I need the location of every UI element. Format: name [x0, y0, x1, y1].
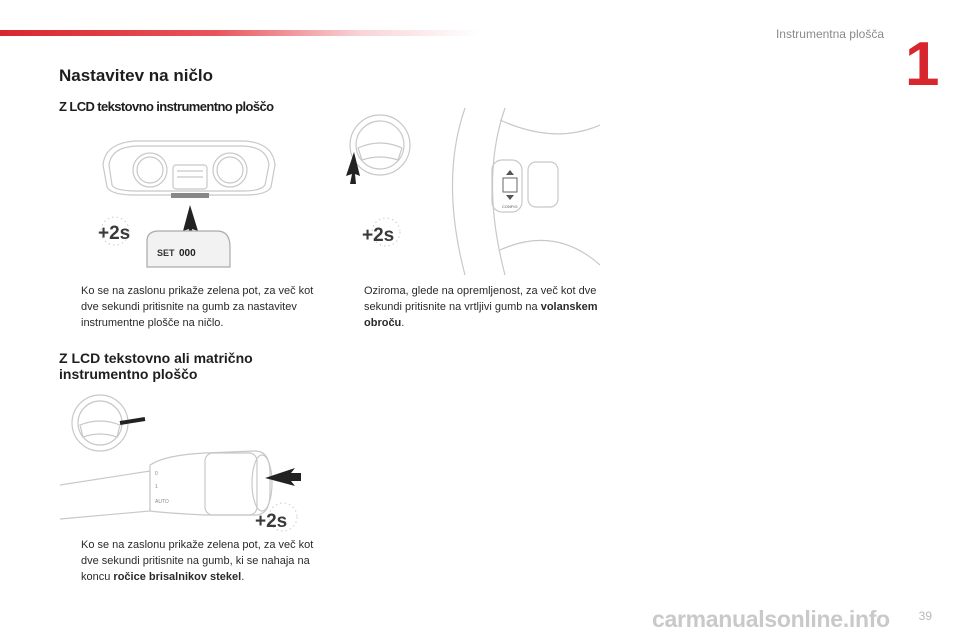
wiper-label-1: 1 [155, 484, 158, 490]
header-accent-bar [0, 30, 480, 36]
page-title: Nastavitev na ničlo [59, 66, 214, 85]
wiper-stalk-illustration [55, 393, 305, 535]
subheading-lcd-matrix: Z LCD tekstovno ali matrično instrumentno ploščo [59, 350, 253, 382]
instruction-steering-wheel: Oziroma, glede na opremljenost, za več kot dve sekundi pritisnite na vrtljivi gumb na volanskem obroču. [364, 285, 598, 329]
press-duration-label-1: +2s [98, 223, 131, 244]
subheading-lcd-text: Z LCD tekstovno instrumentno ploščo [59, 99, 274, 114]
config-label: CONFIG [502, 204, 518, 209]
odometer-value: 000 [179, 248, 196, 259]
chapter-number: 1 [905, 30, 940, 99]
set-button-label: SET [157, 248, 175, 258]
instrument-panel-illustration [95, 135, 285, 275]
steering-wheel-illustration [340, 100, 605, 280]
instruction-wiper-stalk: Ko se na zaslonu prikaže zelena pot, za več kot dve sekundi pritisnite na gumb, ki se nahaja na koncu ročice brisalnikov stekel. [81, 539, 314, 583]
watermark: carmanualsonline.info [652, 606, 890, 632]
down-icon [506, 195, 514, 200]
wiper-label-auto: AUTO [155, 499, 169, 505]
instruction-text: Oziroma, glede na opremljenost, za več kot dve sekundi pritisnite na vrtljivi gumb na [364, 285, 597, 313]
press-duration-label-2: +2s [362, 225, 395, 246]
section-title: Instrumentna plošča [775, 27, 884, 41]
wiper-label-0: 0 [155, 471, 158, 477]
page-number: 39 [918, 609, 932, 623]
instruction-bold: ročice brisalnikov stekel [113, 571, 242, 583]
instruction-text: Ko se na zaslonu prikaže zelena pot, za več kot dve sekundi pritisnite na gumb za nastavitev instrumentne plošče na ničlo. [81, 285, 314, 329]
instruction-text: Ko se na zaslonu prikaže zelena pot, za več kot dve sekundi pritisnite na gumb, ki se nahaja na koncu [81, 539, 314, 583]
instruction-bold: volanskem obroču [364, 301, 598, 329]
arrow-icon [346, 152, 360, 184]
up-icon [506, 170, 514, 175]
instruction-text-lcd [59, 283, 319, 331]
press-duration-label-3: +2s [255, 511, 288, 532]
